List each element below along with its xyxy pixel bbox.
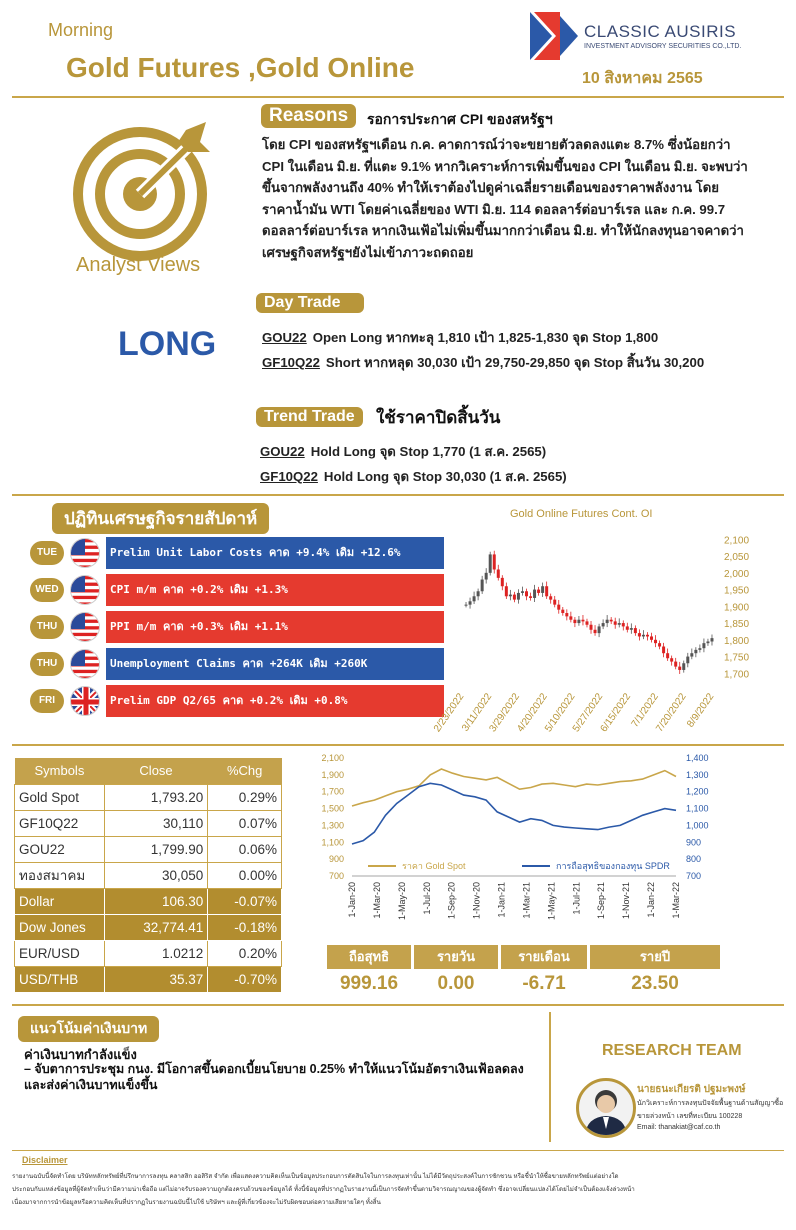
session-label: Morning [48, 20, 114, 40]
candle-body [614, 621, 617, 624]
candle-body [650, 636, 653, 639]
quote-row [15, 914, 282, 940]
candle-body [646, 635, 649, 637]
quote-symbol: USD/THB [15, 966, 105, 992]
gold-y-tick-label: 1,900 [321, 769, 344, 780]
oi-y-tick-label: 2,100 [724, 535, 750, 547]
trade-symbol: GOU22 [262, 330, 307, 345]
day-trade-item [262, 352, 704, 373]
quote-close: 30,110 [104, 810, 208, 836]
candle-body [694, 650, 697, 653]
oi-y-tick-label: 1,850 [724, 619, 750, 631]
candle-body [674, 662, 677, 667]
calendar-event: PPI m/m คาด +0.3% เดิม +1.1% [106, 611, 444, 643]
disclaimer-divider [12, 1150, 784, 1151]
quote-close: 1,799.90 [104, 836, 208, 862]
trade-text: Hold Long จุด Stop 30,030 (1 ส.ค. 2565) [323, 469, 567, 484]
candle-body [618, 623, 621, 625]
reasons-line: เศรษฐกิจสหรัฐฯยังไม่เข้าภาวะถดถอย [262, 244, 474, 260]
trade-symbol: GF10Q22 [262, 355, 320, 370]
candle-body [594, 630, 597, 633]
candle-body [573, 620, 576, 623]
calendar-day: WED [30, 578, 64, 602]
candle-body [610, 620, 613, 622]
quote-row [15, 966, 282, 992]
spdr-value-yearly: 23.50 [631, 973, 679, 994]
legend-label: การถือสุทธิของกองทุน SPDR [556, 861, 670, 871]
candle-body [545, 586, 548, 596]
quote-row [15, 940, 282, 966]
candle-body [690, 653, 693, 656]
calendar-row [30, 648, 420, 680]
trade-text: Open Long หากทะลุ 1,810 เป้า 1,825-1,830 จุด Stop 1,800 [312, 330, 659, 345]
quote-header: Close [104, 758, 208, 784]
quote-change: 0.06% [208, 836, 282, 862]
spdr-y-tick-label: 1,300 [686, 769, 709, 780]
calendar-day: TUE [30, 541, 64, 565]
reasons-line: โดย CPI ของสหรัฐฯเดือน ก.ค. คาดการณ์ว่าจะขยายตัวลดลงแตะ 8.7% ซึ่งน้อยกว่า [262, 137, 731, 152]
header-divider [12, 96, 784, 98]
us-flag-icon [70, 649, 100, 679]
quote-row [15, 862, 282, 888]
reasons-line: ราคาน้ำมัน WTI โดยค่าเฉลี่ยของ WTI มิ.ย. 114 ดอลลาร์ต่อบาร์เรล และ ก.ค. 99.7 [262, 201, 726, 217]
column-divider [549, 1012, 551, 1142]
oi-x-tick-label: 3/29/2022 [487, 691, 523, 735]
gold-x-tick-label: 1-Nov-21 [621, 882, 632, 920]
candle-body [497, 569, 500, 577]
candle-body [602, 623, 605, 626]
candle-body [670, 658, 673, 661]
spdr-header-monthly: รายเดือน [501, 945, 587, 969]
quote-symbol: GF10Q22 [15, 810, 105, 836]
oi-x-tick-label: 3/11/2022 [460, 691, 495, 734]
reasons-line: ดอลลาร์ต่อบาร์เรล หากเงินเฟ้อไม่เพิ่มขึ้นมากกว่าเดือน มิ.ย. ทำให้นักลงทุนอาจคาดว่า [262, 223, 744, 238]
reasons-tag: Reasons [261, 104, 356, 128]
spdr-y-tick-label: 800 [686, 854, 702, 865]
candle-body [513, 595, 516, 600]
gold-x-tick-label: 1-Mar-21 [521, 882, 532, 919]
gold-x-tick-label: 1-Sep-21 [596, 882, 607, 920]
spdr-header-holding: ถือสุทธิ [327, 945, 411, 969]
oi-y-tick-label: 2,000 [724, 568, 750, 580]
research-title: RESEARCH TEAM [602, 1042, 742, 1059]
candle-body [581, 620, 584, 622]
calendar-day: THU [30, 652, 64, 676]
baht-line-1: ค่าเงินบาทกำลังแข็ง [24, 1047, 137, 1062]
trend-trade-item [260, 441, 546, 462]
quote-row [15, 784, 282, 810]
candle-body [662, 647, 665, 654]
section-divider [12, 1004, 784, 1006]
quote-close: 1.0212 [104, 940, 208, 966]
quote-change: 0.20% [208, 940, 282, 966]
calendar-day: FRI [30, 689, 64, 713]
trend-trade-item [260, 466, 567, 487]
spdr-header-yearly: รายปี [590, 945, 720, 969]
oi-x-tick-label: 7/1/2022 [629, 691, 661, 730]
reasons-body [262, 134, 790, 263]
trade-text: Hold Long จุด Stop 1,770 (1 ส.ค. 2565) [310, 444, 547, 459]
candle-body [585, 621, 588, 624]
candle-body [509, 595, 512, 597]
candle-body [654, 640, 657, 643]
candle-body [706, 641, 709, 643]
gold-spdr-chart [300, 748, 720, 940]
candle-body [505, 586, 508, 596]
spdr-y-tick-label: 1,100 [686, 803, 709, 814]
analyst-role: นักวิเคราะห์การลงทุนปัจจัยพื้นฐานด้านสัญญาซื้อ [637, 1100, 784, 1107]
quote-table [14, 758, 282, 993]
oi-chart-title: Gold Online Futures Cont. OI [510, 508, 653, 520]
quote-close: 1,793.20 [104, 784, 208, 810]
quote-row [15, 888, 282, 914]
candle-body [598, 626, 601, 633]
quote-header: %Chg [208, 758, 282, 784]
quote-close: 32,774.41 [104, 914, 208, 940]
quote-change: -0.18% [208, 914, 282, 940]
company-logo [530, 12, 578, 60]
calendar-event: Prelim GDP Q2/65 คาด +0.2% เดิม +0.8% [106, 685, 444, 717]
gold-x-tick-label: 1-Jul-20 [421, 882, 432, 915]
calendar-event: CPI m/m คาด +0.2% เดิม +1.3% [106, 574, 444, 606]
gold-y-tick-label: 1,100 [321, 837, 344, 848]
analyst-email: Email: thanakiat@caf.co.th [637, 1124, 721, 1131]
candle-body [481, 580, 484, 592]
candle-body [541, 586, 544, 593]
candle-body [517, 593, 520, 600]
reasons-line: ขึ้นจากพลังงานถึง 40% ทำให้เราต้องไปดูค่าเฉลี่ยรายเดือนของราคาพลังงาน โดย [262, 180, 720, 195]
oi-y-tick-label: 1,950 [724, 585, 750, 597]
quote-symbol: Gold Spot [15, 784, 105, 810]
candle-body [590, 625, 593, 630]
candle-body [529, 596, 532, 598]
day-trade-item [262, 327, 658, 348]
quote-change: -0.07% [208, 888, 282, 914]
quote-header-row [15, 758, 282, 784]
us-flag-icon [70, 575, 100, 605]
spdr-y-tick-label: 700 [686, 871, 702, 881]
quote-close: 35.37 [104, 966, 208, 992]
gold-y-tick-label: 1,300 [321, 820, 344, 831]
gold-x-tick-label: 1-May-21 [546, 882, 557, 921]
section-divider [12, 744, 784, 746]
day-trade-tag: Day Trade [256, 293, 364, 313]
gold-y-tick-label: 2,100 [321, 753, 344, 763]
oi-x-tick-label: 2/23/2022 [431, 691, 467, 735]
quote-symbol: Dollar [15, 888, 105, 914]
candle-body [525, 591, 528, 596]
candle-body [626, 626, 629, 629]
candle-body [473, 596, 476, 601]
oi-y-tick-label: 1,750 [724, 652, 750, 664]
candle-body [634, 628, 637, 633]
baht-line-3: และส่งค่าเงินบาทแข็งขึ้น [24, 1078, 158, 1092]
calendar-row [30, 685, 420, 717]
oi-x-tick-label: 5/10/2022 [543, 691, 578, 735]
candle-body [561, 610, 564, 613]
spdr-value-daily: 0.00 [437, 973, 475, 994]
gold-y-tick-label: 700 [328, 871, 344, 881]
stance-label: LONG [118, 325, 217, 363]
trade-symbol: GF10Q22 [260, 469, 318, 484]
candle-body [569, 616, 572, 619]
oi-y-tick-label: 2,050 [724, 552, 750, 564]
gold-x-tick-label: 1-Jan-20 [347, 882, 357, 918]
calendar-row [30, 574, 420, 606]
calendar-row [30, 611, 420, 643]
section-divider [12, 494, 784, 496]
candle-body [549, 596, 552, 599]
baht-line-2: – จับตาการประชุม กนง. มีโอกาสขึ้นดอกเบี้ยนโยบาย 0.25% ทำให้แนวโน้มอัตราเงินเฟ้อลดลง [24, 1062, 524, 1076]
gold-y-tick-label: 1,500 [321, 803, 344, 814]
spdr-header-daily: รายวัน [414, 945, 498, 969]
gold-y-tick-label: 900 [328, 854, 344, 865]
spdr-holding-line [352, 783, 676, 844]
gold-x-tick-label: 1-Mar-20 [371, 882, 382, 919]
candle-body [642, 635, 645, 637]
spdr-value-holding: 999.16 [339, 973, 399, 994]
gold-x-tick-label: 1-Jul-21 [571, 882, 582, 915]
spdr-y-tick-label: 1,200 [686, 786, 709, 797]
quote-header: Symbols [15, 758, 105, 784]
candle-body [557, 605, 560, 610]
quote-row [15, 810, 282, 836]
quote-close: 30,050 [104, 862, 208, 888]
oi-y-tick-label: 1,800 [724, 635, 750, 647]
analyst-name: นายธนะเกียรติ ปฐมะพงษ์ [637, 1084, 746, 1095]
candle-body [686, 657, 689, 664]
target-icon [60, 112, 220, 262]
gold-x-tick-label: 1-Jan-22 [646, 882, 657, 918]
oi-x-tick-label: 6/15/2022 [598, 691, 634, 735]
calendar-title: ปฏิทินเศรษฐกิจรายสัปดาห์ [52, 503, 269, 534]
quote-change: 0.07% [208, 810, 282, 836]
candle-body [485, 573, 488, 580]
trade-symbol: GOU22 [260, 444, 305, 459]
quote-change: -0.70% [208, 966, 282, 992]
gold-x-tick-label: 1-Mar-22 [671, 882, 681, 919]
calendar-day: THU [30, 615, 64, 639]
disclaimer-line: เนื่องมาจากการนำข้อมูลหรือความคิดเห็นที่ปรากฏในรายงานฉบับนี้ไปใช้ บริษัทฯ และผู้ที่เกี่ยวข้องจะไม่รับผิดชอบต่อความเสียหายใดๆ ทั้งสิ้น [12, 1199, 381, 1206]
page-title: Gold Futures ,Gold Online [66, 52, 415, 83]
quote-symbol: ทองสมาคม [15, 862, 105, 888]
oi-y-tick-label: 1,900 [724, 602, 750, 614]
disclaimer-line: รายงานฉบับนี้จัดทำโดย บริษัทหลักทรัพย์ที่ปรึกษาการลงทุน คลาสสิก ออสิริส จำกัด เพื่อแสดงความคิดเห็นเป็นข้อมูลประกอบการตัดสินใจในการลงทุนเท่านั้น ไม่ได้มีวัตถุประสงค์ในการชักชวน หรือชี้นำให้ซื้อขายหลักทรัพย์แต่อย่างใด [12, 1173, 619, 1180]
gold-x-tick-label: 1-Jan-21 [496, 882, 507, 918]
candle-body [638, 633, 641, 636]
spdr-y-tick-label: 1,000 [686, 820, 709, 831]
report-date: 10 สิงหาคม 2565 [582, 70, 703, 87]
quote-symbol: EUR/USD [15, 940, 105, 966]
candle-body [521, 591, 524, 593]
candle-body [630, 628, 633, 630]
reasons-line: CPI ในเดือน มิ.ย. ที่แตะ 9.1% หากวิเคราะห์การเพิ่มขึ้นของ CPI ในเดือน มิ.ย. จะพบว่า [262, 158, 748, 174]
spdr-y-tick-label: 1,400 [686, 753, 709, 763]
reasons-heading: รอการประกาศ CPI ของสหรัฐฯ [367, 111, 553, 127]
candlestick-chart [420, 520, 790, 742]
quote-symbol: GOU22 [15, 836, 105, 862]
candle-body [469, 601, 472, 604]
candle-body [477, 591, 480, 596]
disclaimer-line: ประกอบกับแหล่งข้อมูลที่ผู้จัดทำเห็นว่ามีความน่าเชื่อถือ แต่ไม่อาจรับรองความถูกต้องครบถ้วนของข้อมูลได้ ทั้งนี้ข้อมูลที่ปรากฏในรายงานนี้เป็นการจัดทำขึ้นตามวิจารณญาณของผู้จัดทำ ซึ่งอาจเปลี่ยนแปลงได้โดยไม่จำเป็นต้องแจ้งล่วงหน้า [12, 1186, 635, 1193]
candle-body [658, 643, 661, 646]
quote-close: 106.30 [104, 888, 208, 914]
quote-change: 0.00% [208, 862, 282, 888]
analyst-views-label: Analyst Views [76, 254, 201, 276]
legend-label: ราคา Gold Spot [402, 861, 466, 871]
candle-body [493, 554, 496, 569]
candle-body [465, 605, 468, 606]
gold-x-tick-label: 1-Nov-20 [471, 882, 482, 920]
disclaimer-title: Disclaimer [22, 1155, 68, 1165]
calendar-event: Prelim Unit Labor Costs คาด +9.4% เดิม +12.6% [106, 537, 444, 569]
analyst-avatar [576, 1078, 636, 1138]
calendar-row [30, 537, 420, 569]
oi-y-tick-label: 1,700 [724, 669, 750, 681]
candle-body [606, 620, 609, 623]
analyst-license: ขายล่วงหน้า เลขที่ทะเบียน 100228 [637, 1113, 743, 1120]
baht-tag: แนวโน้มค่าเงินบาท [18, 1016, 159, 1042]
oi-x-tick-label: 5/27/2022 [570, 691, 606, 735]
us-flag-icon [70, 612, 100, 642]
candle-body [698, 648, 701, 650]
trend-trade-tag: Trend Trade [256, 407, 363, 427]
candle-body [622, 623, 625, 626]
oi-x-tick-label: 7/20/2022 [654, 691, 689, 735]
company-name: CLASSIC AUSIRIS [584, 22, 737, 41]
candle-body [702, 643, 705, 648]
candle-body [489, 554, 492, 572]
spdr-y-tick-label: 900 [686, 837, 702, 848]
company-subtitle: INVESTMENT ADVISORY SECURITIES CO.,LTD. [584, 43, 742, 50]
us-flag-icon [70, 538, 100, 568]
spdr-value-monthly: -6.71 [522, 973, 566, 994]
gold-x-tick-label: 1-Sep-20 [446, 882, 457, 920]
trade-text: Short หากหลุด 30,030 เป้า 29,750-29,850 จุด Stop สิ้นวัน 30,200 [325, 355, 705, 370]
gold-y-tick-label: 1,700 [321, 786, 344, 797]
quote-change: 0.29% [208, 784, 282, 810]
calendar-event: Unemployment Claims คาด +264K เดิม +260K [106, 648, 444, 680]
oi-x-tick-label: 4/20/2022 [515, 691, 550, 735]
oi-x-tick-label: 8/9/2022 [685, 691, 717, 730]
candle-body [565, 613, 568, 616]
quote-row [15, 836, 282, 862]
gold-x-tick-label: 1-May-20 [396, 882, 407, 921]
trend-trade-heading: ใช้ราคาปิดสิ้นวัน [376, 408, 501, 427]
candle-body [501, 578, 504, 586]
candle-body [533, 590, 536, 598]
candle-body [577, 620, 580, 623]
candle-body [666, 653, 669, 658]
candle-body [682, 663, 685, 670]
candle-body [537, 590, 540, 593]
candle-body [678, 667, 681, 670]
uk-flag-icon [70, 686, 100, 716]
quote-symbol: Dow Jones [15, 914, 105, 940]
candle-body [553, 600, 556, 605]
candle-body [710, 638, 713, 641]
